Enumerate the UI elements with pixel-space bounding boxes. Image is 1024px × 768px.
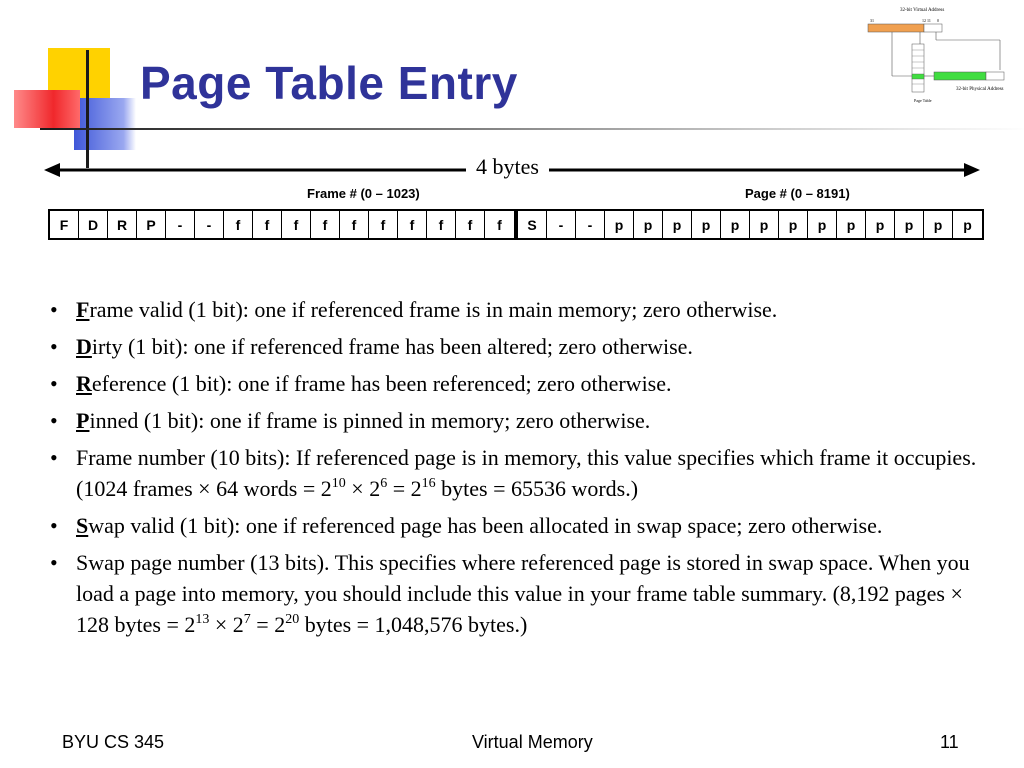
bit-cell: f — [398, 211, 427, 238]
bit-cell: R — [108, 211, 137, 238]
title-underline — [40, 128, 1024, 130]
bytes-label: 4 bytes — [466, 154, 549, 180]
field-description-list — [48, 294, 998, 646]
bit-cell: f — [282, 211, 311, 238]
bit-cell: F — [50, 211, 79, 238]
decor-blue-square — [74, 98, 136, 150]
bit-cell: f — [369, 211, 398, 238]
bit-cell: p — [866, 211, 895, 238]
bit-cell: P — [137, 211, 166, 238]
bullet-dirty: • Dirty (1 bit): one if referenced frame has been altered; zero otherwise. — [50, 334, 693, 359]
svg-text:0: 0 — [937, 18, 939, 23]
bit-cell: p — [721, 211, 750, 238]
decor-vertical-line — [86, 50, 89, 168]
bit-cell: f — [456, 211, 485, 238]
bit-cell: p — [808, 211, 837, 238]
svg-text:31: 31 — [870, 18, 874, 23]
bit-cell: p — [634, 211, 663, 238]
bullet-swap-valid: • Swap valid (1 bit): one if referenced page has been allocated in swap space; zero otherwise. — [50, 513, 883, 538]
thumb-virtual-address-label: 32-bit Virtual Address — [900, 8, 945, 13]
bit-cell: f — [224, 211, 253, 238]
footer-course: BYU CS 345 — [62, 732, 165, 752]
frame-field-label: Frame # (0 – 1023) — [307, 186, 420, 201]
bit-cell: - — [547, 211, 576, 238]
svg-text:12 11: 12 11 — [922, 18, 931, 23]
bit-cell: p — [750, 211, 779, 238]
bit-cell: - — [576, 211, 605, 238]
bit-cell: p — [692, 211, 721, 238]
footer-page-number: 11 — [940, 732, 959, 752]
thumb-page-table-label: Page Table — [914, 98, 932, 103]
bit-cell: p — [663, 211, 692, 238]
footer-topic: Virtual Memory — [472, 732, 593, 752]
bit-cell: - — [166, 211, 195, 238]
bit-cell: f — [340, 211, 369, 238]
second-word-bits — [516, 209, 984, 240]
bullet-swap-page-number: • Swap page number (13 bits). This specifies where referenced page is stored in swap space. When you load a page into memory, you should include this value in your frame table summary. (8,192 pages × 128 bytes = $2^{13} \times 2^7 = 2^{20}$ bytes = 1,048,576 bytes.) — [50, 550, 970, 637]
bit-cell: p — [895, 211, 924, 238]
bit-cell: f — [311, 211, 340, 238]
bit-cell: p — [779, 211, 808, 238]
bit-cell: f — [497, 216, 502, 233]
bullet-pinned: • Pinned (1 bit): one if frame is pinned in memory; zero otherwise. — [50, 408, 651, 433]
bit-cell: p — [924, 211, 953, 238]
bit-cell: p — [837, 211, 866, 238]
page-field-label: Page # (0 – 8191) — [745, 186, 850, 201]
slide-title: Page Table Entry — [140, 57, 518, 109]
decor-red-bar — [14, 90, 80, 128]
bullet-frame-number: • Frame number (10 bits): If referenced page is in memory, this value specifies which frame it occupies. (1024 frames × 64 words = $2^{10} \times 2^6 = 2^{16}$ bytes = 65536 words.) — [50, 445, 977, 501]
bit-cell: p — [963, 216, 972, 233]
bullet-frame-valid: • Frame valid (1 bit): one if referenced frame is in main memory; zero otherwise. — [50, 297, 778, 322]
bit-cell: - — [195, 211, 224, 238]
bit-cell: f — [253, 211, 282, 238]
bit-cell: D — [79, 211, 108, 238]
bit-cell: S — [518, 211, 547, 238]
page-table-entry-bits — [48, 209, 984, 240]
bit-cell: p — [605, 211, 634, 238]
first-word-bits — [48, 209, 516, 240]
bullet-reference: • Reference (1 bit): one if frame has been referenced; zero otherwise. — [50, 371, 672, 396]
bit-cell: f — [427, 211, 456, 238]
thumb-physical-address-label: 32-bit Physical Address — [956, 87, 1004, 92]
address-translation-thumbnail — [862, 4, 1012, 112]
